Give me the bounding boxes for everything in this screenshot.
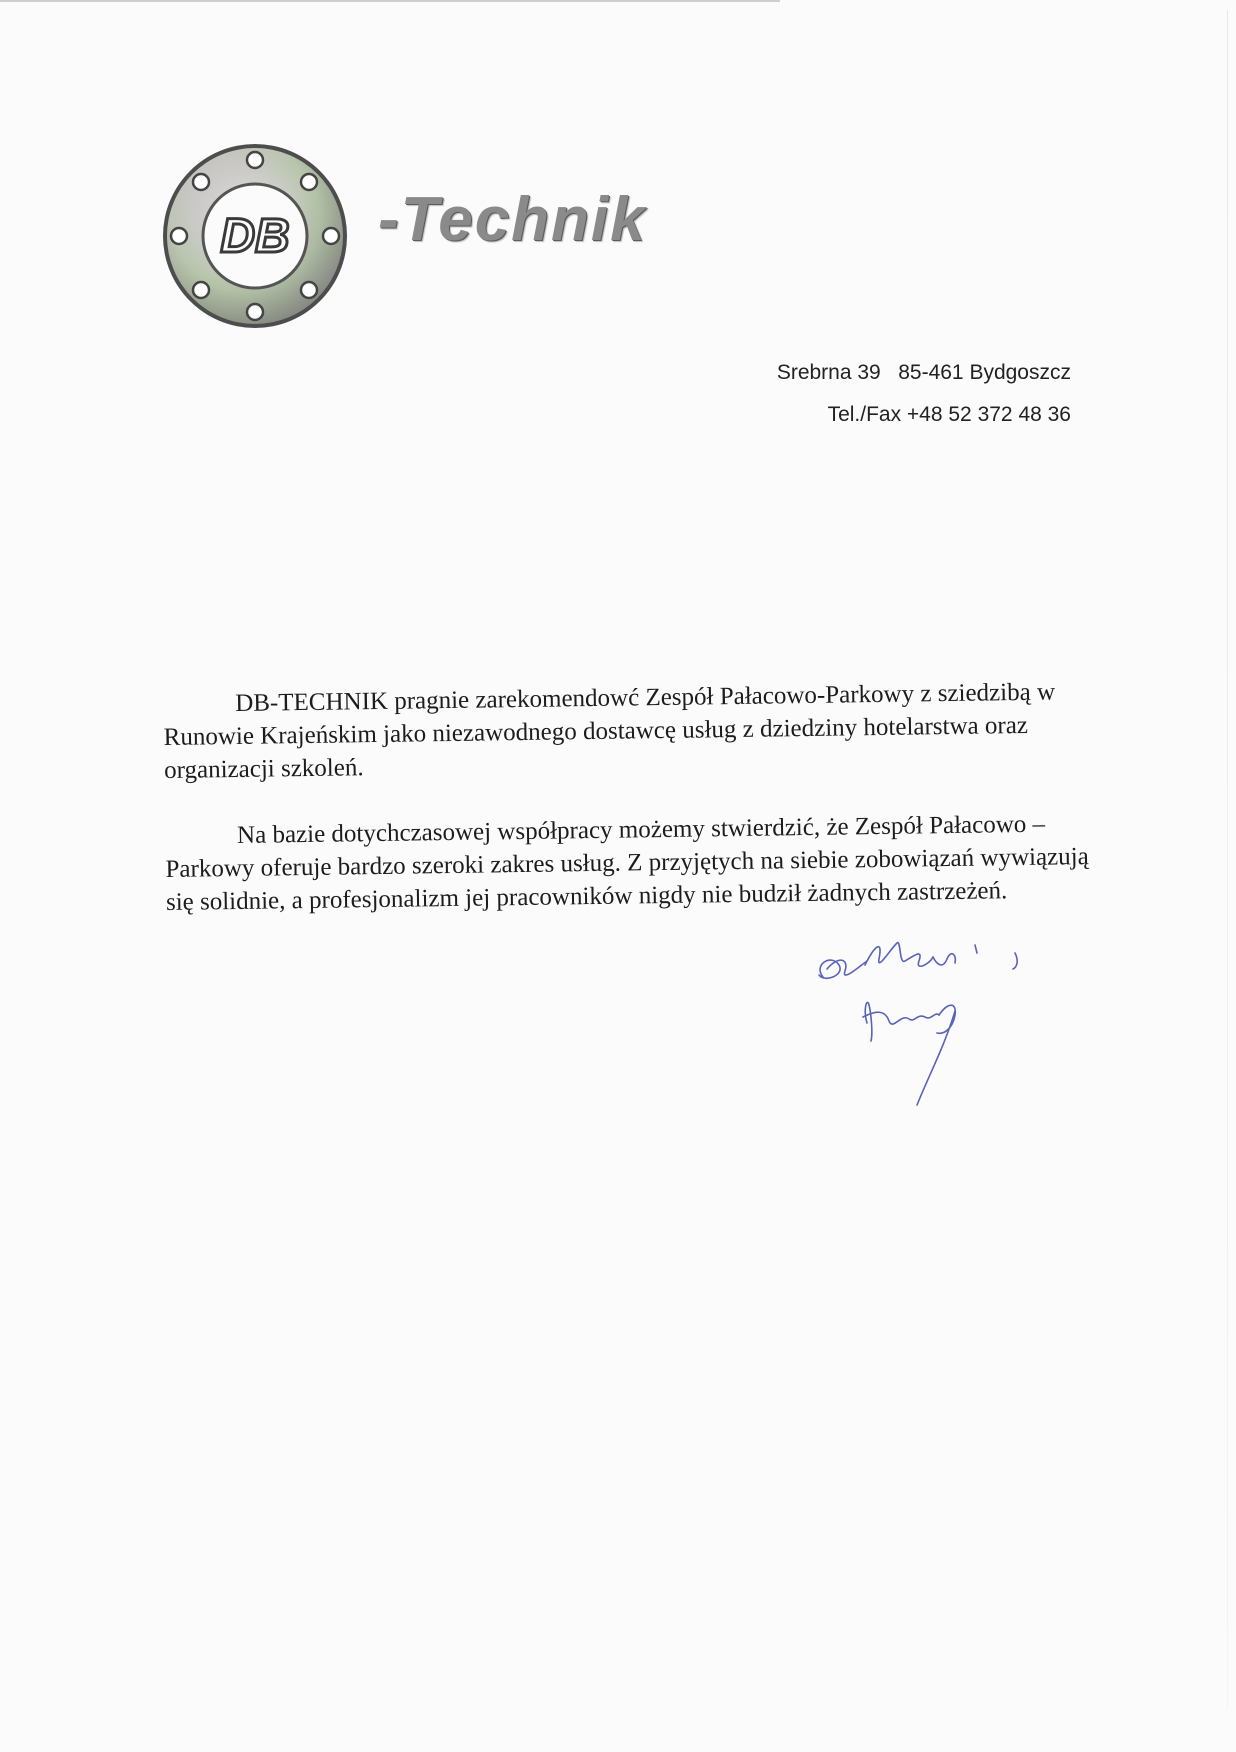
letter-body <box>163 675 1107 952</box>
letterhead <box>160 134 720 339</box>
company-wordmark: -Technik <box>378 185 647 254</box>
scan-edge-right <box>1227 10 1228 1710</box>
letter-paragraph-1: DB-TECHNIK pragnie zarekomendowć Zespół Pałacowo-Parkowy z sziedzibą w Runowie Krajeńskim jako niezawodnego dostawcę usług z dziedziny hotelarstwa oraz organizacji szkoleń. <box>163 678 1056 784</box>
handwritten-signature-icon <box>805 925 1065 1115</box>
db-technik-logo-icon <box>160 134 350 339</box>
scan-edge-top <box>0 0 780 2</box>
letter-paragraph-2: Na bazie dotychczasowej współpracy możemy stwierdzić, że Zespół Pałacowo – Parkowy oferuje bardzo szeroki zakres usług. Z przyjętych na siebie zobowiązań wywiązują się solidnie, a profesjonalizm jej pracowników nigdy nie budził żadnych zastrzeżeń. <box>165 810 1089 916</box>
svg-text:DB: DB <box>220 210 290 263</box>
address-phone: Tel./Fax +48 52 372 48 36 <box>827 403 1071 426</box>
address-street: Srebrna 39 85-461 Bydgoszcz <box>776 361 1071 384</box>
company-address <box>777 352 1071 436</box>
